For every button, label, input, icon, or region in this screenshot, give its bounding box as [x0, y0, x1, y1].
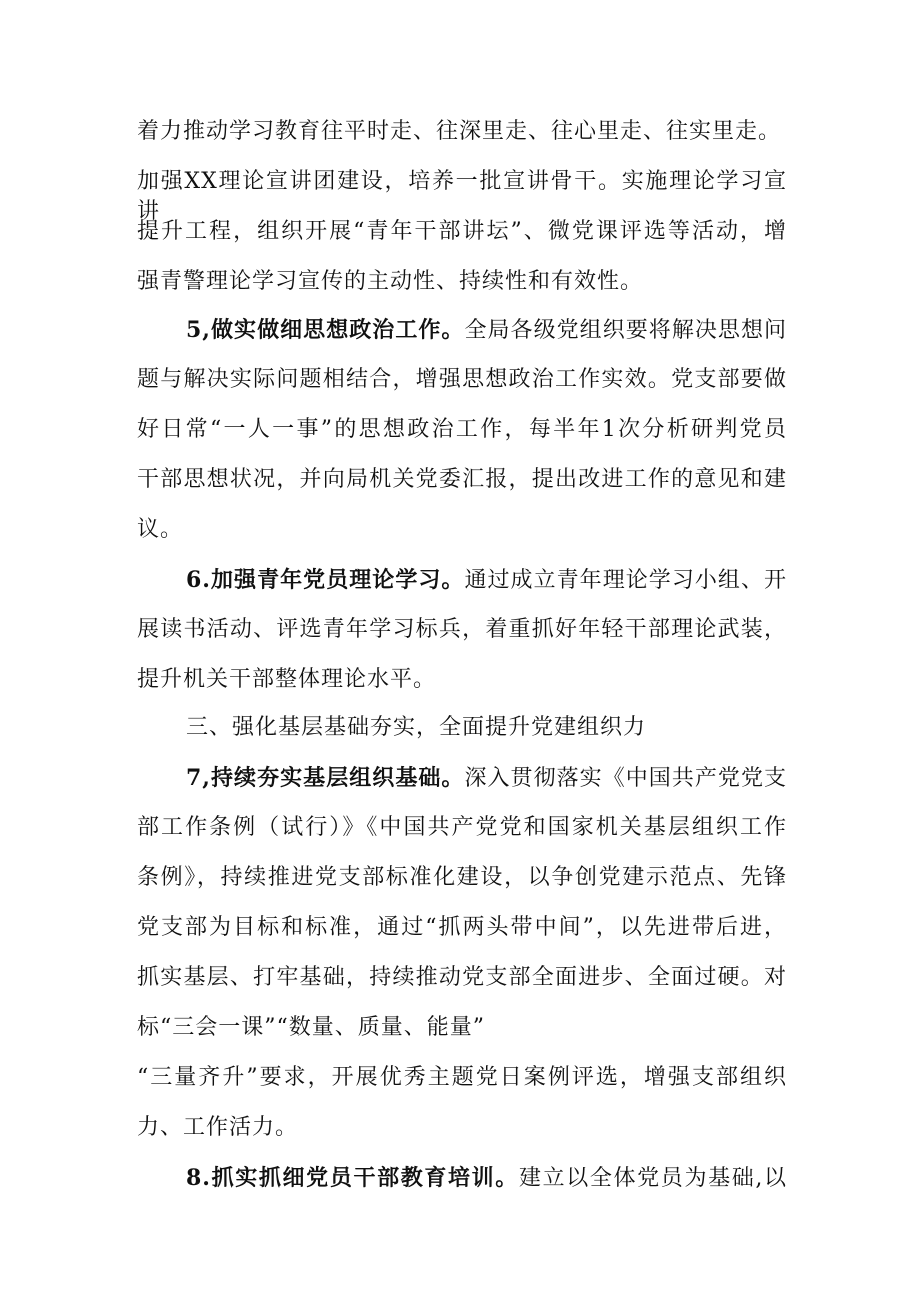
- paragraph-line: 标“三会一课”“数量、质量、能量”: [137, 1015, 485, 1040]
- paragraph-line: 部工作条例（试行）》《中国共产党党和国家机关基层组织工作: [137, 815, 787, 840]
- paragraph-line: 干部思想状况，并向局机关党委汇报，提出改进工作的意见和建: [137, 467, 787, 492]
- section-8-first-line: [186, 1163, 787, 1193]
- section-8-heading: 8.抓实抓细党员干部教育培训。: [186, 1165, 519, 1191]
- section-7-text: 深入贯彻落实《中国共产党党支: [464, 766, 787, 791]
- section-8-text: 建立以全体党员为基础,以: [518, 1166, 788, 1191]
- paragraph-line: 提升工程，组织开展“青年干部讲坛”、微党课评选等活动，增: [137, 219, 787, 244]
- paragraph-line: 力、工作活力。: [137, 1115, 299, 1140]
- paragraph-line: 好日常“一人一事”的思想政治工作，每半年1次分析研判党员: [137, 417, 787, 442]
- paragraph-line: 强青警理论学习宣传的主动性、持续性和有效性。: [137, 269, 644, 294]
- paragraph-line: 议。: [137, 517, 184, 542]
- paragraph-line: 党支部为目标和标准，通过“抓两头带中间”，以先进带后进，: [137, 915, 787, 940]
- paragraph-line: 着力推动学习教育往平时走、往深里走、往心里走、往实里走。: [137, 119, 782, 144]
- section-5-heading: 5,做实做细思想政治工作。: [186, 317, 465, 343]
- paragraph-line: 展读书活动、评选青年学习标兵，着重抓好年轻干部理论武装，: [137, 617, 787, 642]
- section-5-text: 全局各级党组织要将解决思想问: [464, 318, 787, 343]
- paragraph-line: 抓实基层、打牢基础，持续推动党支部全面进步、全面过硬。对: [137, 965, 787, 990]
- paragraph-line: 条例》，持续推进党支部标准化建设，以争创党建示范点、先锋: [137, 865, 787, 890]
- chapter-heading: 三、强化基层基础夯实，全面提升党建组织力: [186, 715, 647, 740]
- paragraph-line: 题与解决实际问题相结合，增强思想政治工作实效。党支部要做: [137, 367, 787, 392]
- section-6-first-line: [186, 565, 787, 595]
- section-5-first-line: [186, 315, 787, 345]
- section-6-heading: 6.加强青年党员理论学习。: [186, 567, 465, 593]
- paragraph-line: 加强XX理论宣讲团建设，培养一批宣讲骨干。实施理论学习宣讲: [137, 169, 787, 224]
- section-7-heading: 7,持续夯实基层组织基础。: [186, 765, 465, 791]
- paragraph-line: 提升机关干部整体理论水平。: [137, 667, 437, 692]
- section-6-text: 通过成立青年理论学习小组、开: [464, 568, 787, 593]
- paragraph-line: “三量齐升”要求，开展优秀主题党日案例评选，增强支部组织: [137, 1065, 787, 1090]
- section-7-first-line: [186, 763, 787, 793]
